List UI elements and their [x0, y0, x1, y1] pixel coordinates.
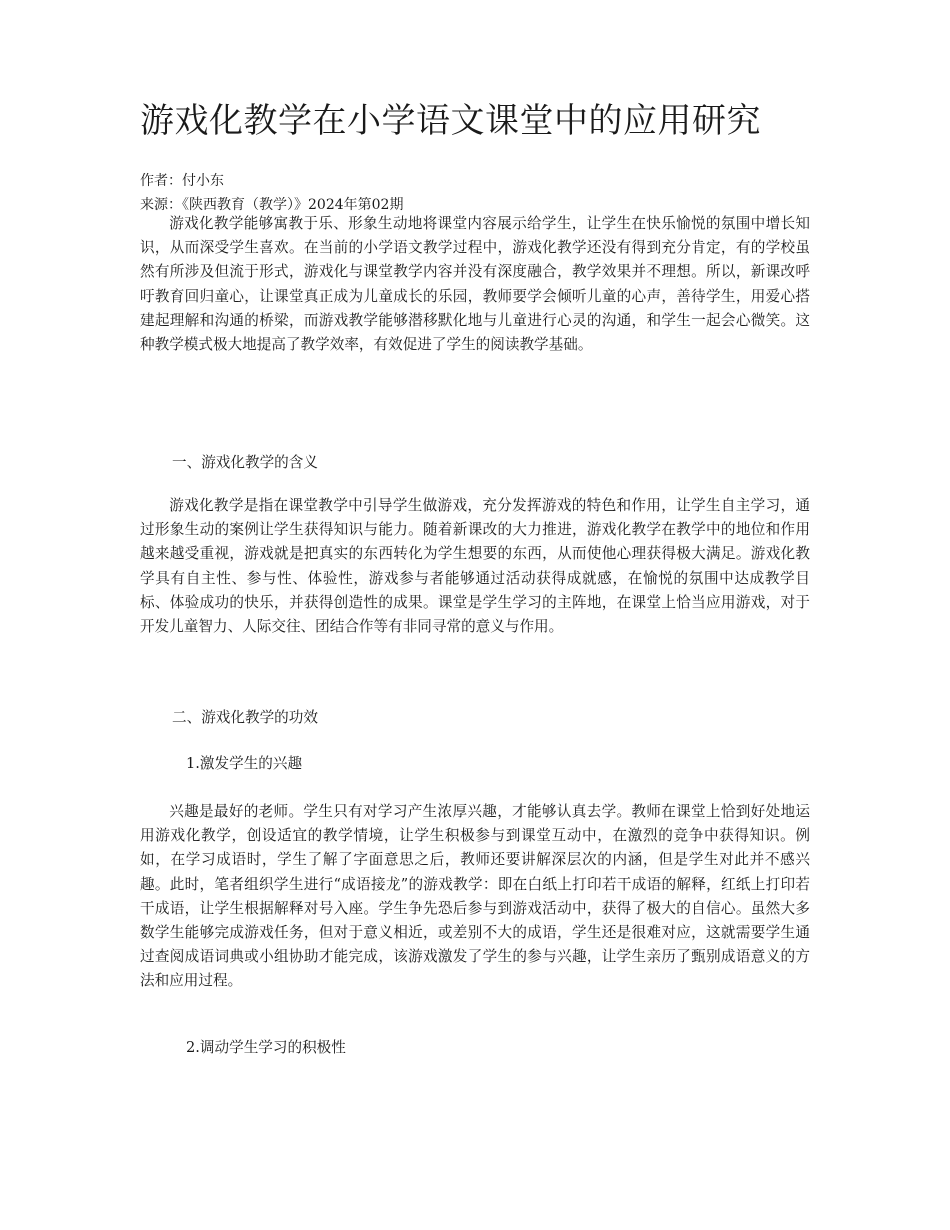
intro-paragraph: 游戏化教学能够寓教于乐、形象生动地将课堂内容展示给学生，让学生在快乐愉悦的氛围中增长知识，从而深受学生喜欢。在当前的小学语文教学过程中，游戏化教学还没有得到充分肯定，有的学校虽然有所涉及但流于形式，游戏化与课堂教学内容并没有深度融合，教学效果并不理想。所以，新课改呼吁教育回归童心，让课堂真正成为儿童成长的乐园，教师要学会倾听儿童的心声，善待学生，用爱心搭建起理解和沟通的桥梁，而游戏教学能够潜移默化地与儿童进行心灵的沟通，和学生一起会心微笑。这种教学模式极大地提高了教学效率，有效促进了学生的阅读教学基础。	[140, 215, 810, 354]
subsection-heading-1: 1.激发学生的兴趣	[186, 755, 303, 772]
section-heading-2: 二、游戏化教学的功效	[172, 709, 318, 726]
section-heading-1: 一、游戏化教学的含义	[172, 454, 318, 471]
section-1-paragraph: 游戏化教学是指在课堂教学中引导学生做游戏，充分发挥游戏的特色和作用，让学生自主学习，通过形象生动的案例让学生获得知识与能力。随着新课改的大力推进，游戏化教学在教学中的地位和作用越来越受重视，游戏就是把真实的东西转化为学生想要的东西，从而使他心理获得极大满足。游戏化教学具有自主性、参与性、体验性，游戏参与者能够通过活动获得成就感，在愉悦的氛围中达成教学目标、体验成功的快乐，并获得创造性的成果。课堂是学生学习的主阵地，在课堂上恰当应用游戏，对于开发儿童智力、人际交往、团结合作等有非同寻常的意义与作用。	[140, 497, 810, 636]
subsection-heading-2: 2.调动学生学习的积极性	[186, 1039, 346, 1056]
article-source: 来源：《陕西教育（教学）》2024年第02期	[140, 197, 404, 213]
article-title: 游戏化教学在小学语文课堂中的应用研究	[140, 101, 761, 141]
article-author: 作者：付小东	[140, 173, 224, 189]
subsection-1-paragraph: 兴趣是最好的老师。学生只有对学习产生浓厚兴趣，才能够认真去学。教师在课堂上恰到好处地运用游戏化教学，创设适宜的教学情境，让学生积极参与到课堂互动中，在激烈的竞争中获得知识。例如，在学习成语时，学生了解了字面意思之后，教师还要讲解深层次的内涵，但是学生对此并不感兴趣。此时，笔者组织学生进行“成语接龙”的游戏教学：即在白纸上打印若干成语的解释，红纸上打印若干成语，让学生根据解释对号入座。学生争先恐后参与到游戏活动中，获得了极大的自信心。虽然大多数学生能够完成游戏任务，但对于意义相近，或差别不大的成语，学生还是很难对应，这就需要学生通过查阅成语词典或小组协助才能完成，该游戏激发了学生的参与兴趣，让学生亲历了甄别成语意义的方法和应用过程。	[140, 803, 810, 990]
